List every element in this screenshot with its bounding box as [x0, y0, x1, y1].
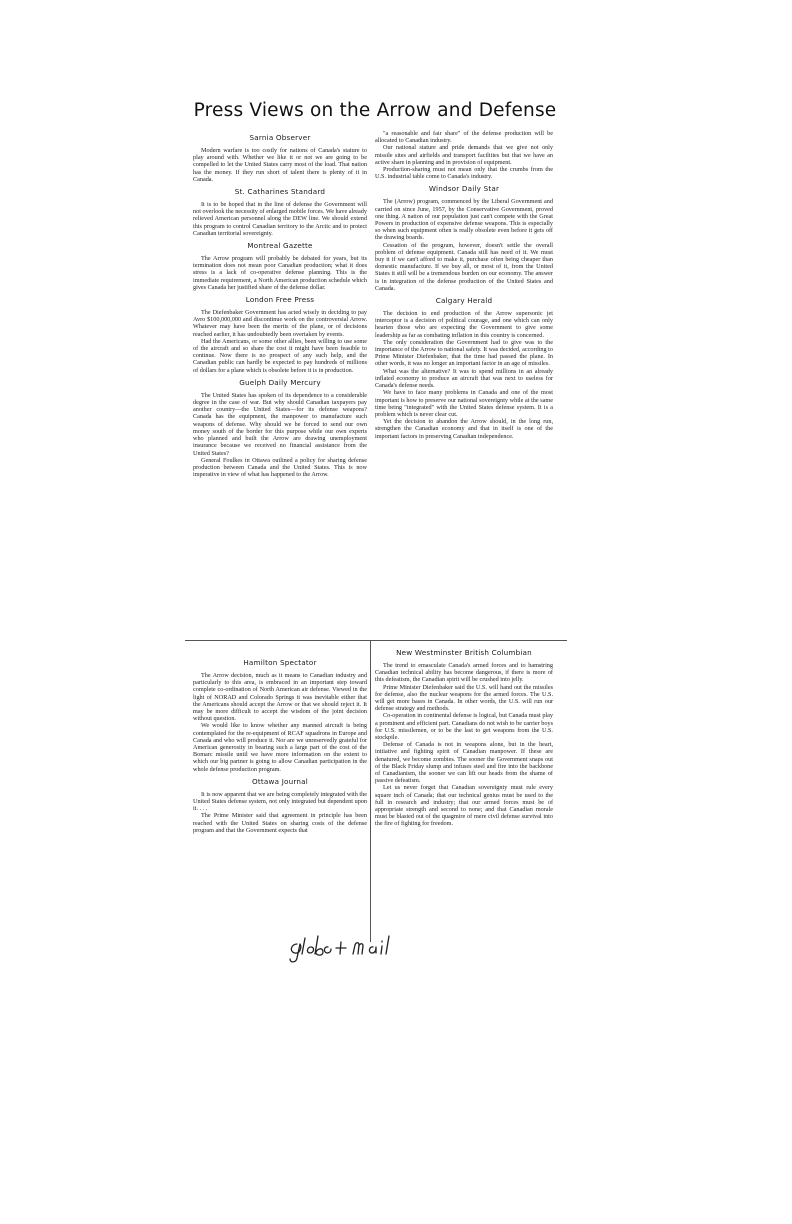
source-heading: Ottawa Journal [252, 776, 308, 786]
editorial-st-catharines-standard [193, 187, 367, 237]
paragraph: Had the Americans, or some other allies, been willing to use some of the aircraft and so share the cost it might have been feasible to continue. Now there is no prospect of any such help, and the Canadian public can hardly be expected to pay hundreds of millions of dollars for a plane which is obsolete before it is in production. [193, 337, 367, 374]
paragraph: The Diefenbaker Government has acted wisely in deciding to pay Avro $100,000,000 and discontinue work on the controversial Arrow. Whatever may have been the merits of the plane, or of decisions reached earlier, it has undoubtedly been overtaken by events. [193, 309, 367, 338]
source-heading: Guelph Daily Mercury [239, 377, 321, 387]
editorial-guelph-daily-mercury [193, 378, 367, 478]
source-heading: Montreal Gazette [247, 241, 313, 251]
paragraph: The decision to end production of the Arrow supersonic jet interceptor is a decision of political courage, and one which can only hearten those who are expecting the Government to give some leadership as far as combating inflation in this country is concerned. [375, 310, 553, 339]
source-heading: New Westminster British Columbian [396, 648, 532, 657]
column-1 [193, 130, 367, 482]
editorial-calgary-herald [375, 296, 553, 440]
column-3 [193, 655, 367, 838]
editorial-windsor-daily-star [375, 184, 553, 292]
signature-scribble [285, 928, 435, 968]
source-heading: Windsor Daily Star [428, 184, 500, 194]
paragraph: General Foulkes in Ottawa outlined a policy for sharing defense production between Canada and the United States. This is now imperative in view of what has happened to the Arrow. [193, 456, 367, 479]
paragraph: We would like to know whether any manned aircraft is being contemplated for the re-equipment of RCAF squadrons in Europe and Canada and who will produce it. Nor are we unreservedly grateful for American generosity in bearing such a large part of the cost of the Bomarc missile until we have more information on the extent to which our big partner is going to allow Canadian participation in the whole defense production program. [193, 722, 367, 773]
column-4 [375, 645, 553, 832]
paragraph: The only consideration the Government had to give was to the importance of the Arrow to national safety. It was decided, according to Prime Minister Diefenbaker, that the time had passed the plane. In other words, it was no longer an important factor in an age of missiles. [375, 338, 553, 368]
paragraph: The Arrow program will probably be debated for years, but its termination does not mean poor Canadian production; what it does stress is a lack of co-operative defense planning. This is the immediate requirement, a North American production schedule which gives Canada her justified share of the defense dollar. [193, 255, 367, 291]
paragraph: Co-operation in continental defense is logical, but Canada must play a prominent and efficient part. Canadians do not wish to be carrier boys for U.S. missilemen, or to be the last to get weapons from the U.S. stockpile. [375, 712, 553, 742]
paragraph: Production-sharing must not mean only that the crumbs from the U.S. industrial table come to Canada's industry. [375, 166, 553, 181]
paragraph: The (Arrow) program, commenced by the Liberal Government and carried on since June, 1957, by the Conservative Government, proved one thing. A nation of our population just can't compete with the Great Powers in production of expensive defense weapons. This is especially so when such equipment often is really obsolete even before it gets off the drawing boards. [375, 198, 553, 242]
paragraph: "a reasonable and fair share" of the defense production will be allocated to Canadian industry. [375, 130, 553, 145]
paragraph: Let us never forget that Canadian sovereignty must rule every square inch of Canada; that our technical genius must be used to the full in research and industry; that our armed forces must be of appropriate strength and second to none; and that Canadian morale must be blasted out of the quagmire of mere civil defense survival into the fire of fighting for freedom. [375, 784, 553, 828]
source-heading: Hamilton Spectator [243, 658, 317, 667]
paragraph: The United States has spoken of its dependence to a considerable degree in the case of war. But why should Canadian taxpayers pay another country—the United States—for its defense weapons? Canada has the equipment, the manpower to manufacture such weapons of defense. Why should we be forced to send our own money south of the border for this purpose while our own experts who planned and built the Arrow are drawing unemployment insurance because we received no financial assistance from the United States? [193, 391, 367, 457]
editorial-hamilton-spectator [193, 658, 367, 773]
paragraph: Prime Minister Diefenbaker said the U.S. will hand out the missiles for defense, also the nuclear weapons for the armed forces. The U.S. will get more bases in Canada. In other words, the U.S. will run our defense strategy and methods. [375, 683, 553, 713]
editorial-london-free-press [193, 295, 367, 374]
section-divider-horizontal [185, 640, 567, 641]
editorial-sarnia-observer [193, 133, 367, 183]
handwritten-signature [285, 928, 435, 968]
source-heading: London Free Press [245, 295, 315, 305]
paragraph: It is to be hoped that in the line of defense the Government will not overlook the necessity of enlarged mobile forces. We have already relieved American personnel along the DEW line. We should extend this program to control Canadian territory to the Arctic and to protect Canadian territorial sovereignty. [193, 201, 367, 237]
editorial-montreal-gazette [193, 241, 367, 291]
paragraph: The Prime Minister said that agreement in principle has been reached with the United States on sharing costs of the defense program and that the Government expects that [193, 812, 367, 834]
paragraph: Yet the decision to abandon the Arrow should, in the long run, strengthen the Canadian economy and that in itself is one of the important factors in preserving Canadian independence. [375, 418, 553, 440]
paragraph: Modern warfare is too costly for nations of Canada's stature to play around with. Whether we like it or not we are going to be compelled to let the United States carry most of the load. That nation has the money. If they run short of talent there is plenty of it in Canada. [193, 147, 367, 183]
paragraph: Cessation of the program, however, doesn't settle the overall problem of defense equipment. Canada still has need of it. We must buy it if we can't afford to make it, purchase often being cheaper than domestic manufacture. If we buy all, or most of it, from the United States it still will be a tremendous burden on our economy. The answer is in integration of the defense production of the United States and Canada. [375, 241, 553, 292]
editorial-continuation [375, 130, 553, 180]
editorial-new-westminster-british-columbian [375, 648, 553, 828]
source-heading: St. Catharines Standard [234, 187, 326, 197]
paragraph: We have to face many problems in Canada and one of the most important is how to preserve our national sovereignty while at the same time being "integrated" with the United States defense system. It is a problem which is never clear cut. [375, 389, 553, 418]
paragraph: It is now apparent that we are being completely integrated with the United States defense system, not only integrated but dependent upon it. . . . [193, 790, 367, 813]
source-heading: Sarnia Observer [249, 133, 311, 142]
editorial-ottawa-journal [193, 777, 367, 834]
paragraph: The Arrow decision, much as it means to Canadian industry and particularly to this area, is embraced in an important step toward complete co-ordination of North American air defense. Viewed in the light of NORAD and Colorado Springs it was inevitable either that the Americans should accept the Arrow or that we should reject it. It may be more difficult to accept the wisdom of the joint decision without question. [193, 672, 367, 723]
paragraph: Our national stature and pride demands that we give not only missile sites and airfields and transport facilities but that we have an active share in planning and in provision of equipment. [375, 144, 553, 166]
paragraph: The trend to emasculate Canada's armed forces and to hamstring Canadian technical ability has become dangerous, if there is more of this defeatism, the Canadian spirit will be crushed into jelly. [375, 662, 553, 684]
paragraph: Defense of Canada is not in weapons alone, but in the heart, initiative and fighting spirit of Canadian manpower. If these are denatured, we become zombies. The sooner the Government snaps out of the Black Friday slump and infuses steel and fire into the backbone of Canadianism, the sooner we can lift our heads from the shame of passive defeatism. [375, 741, 553, 785]
headline: Press Views on the Arrow and Defense [193, 100, 557, 121]
section-divider-vertical [370, 640, 371, 942]
source-heading: Calgary Herald [435, 296, 493, 306]
paragraph: What was the alternative? It was to spend millions in an already inflated economy to produce an aircraft that was next to useless for Canada's defense needs. [375, 367, 553, 390]
column-2 [375, 130, 553, 444]
